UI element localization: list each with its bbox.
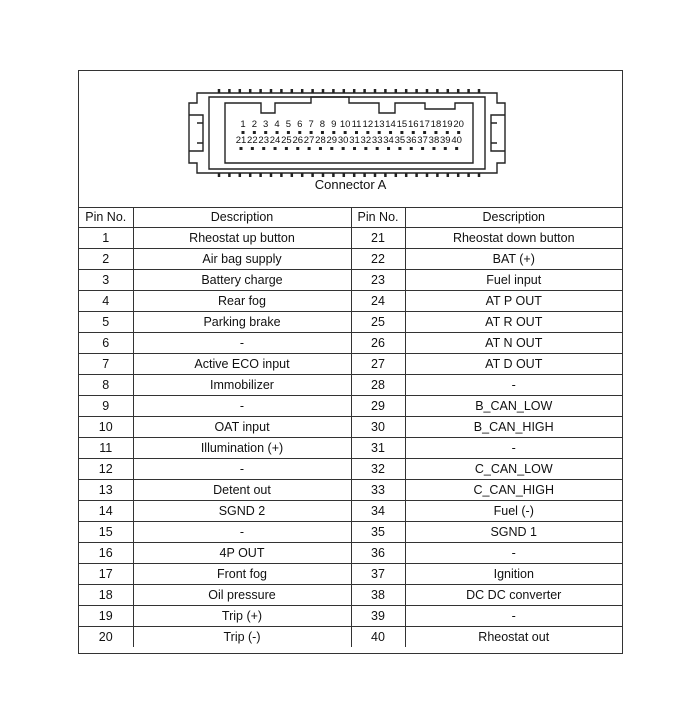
pin-description-left: Oil pressure <box>133 585 351 606</box>
pin-number-right: 36 <box>351 543 405 564</box>
pin-number-left: 3 <box>79 270 133 291</box>
pin-terminal <box>398 147 401 150</box>
pin-number-left: 18 <box>79 585 133 606</box>
pin-terminal <box>395 89 398 93</box>
pin-number-left: 7 <box>79 354 133 375</box>
pin-number-left: 11 <box>79 438 133 459</box>
pin-number-left: 15 <box>79 522 133 543</box>
pin-description-right: AT D OUT <box>405 354 622 375</box>
pin-terminal <box>262 147 265 150</box>
pin-description-right: AT R OUT <box>405 312 622 333</box>
pin-terminal <box>274 147 277 150</box>
pin-label: 19 <box>442 119 453 130</box>
pin-label: 9 <box>331 119 337 130</box>
pin-terminal <box>376 147 379 150</box>
pin-description-right: Fuel (-) <box>405 501 622 522</box>
pin-number-right: 28 <box>351 375 405 396</box>
pin-number-right: 23 <box>351 270 405 291</box>
table-row <box>79 354 622 375</box>
document-frame <box>78 70 623 654</box>
header-pin-no-left: Pin No. <box>79 207 133 228</box>
pin-description-left: Active ECO input <box>133 354 351 375</box>
pin-terminal <box>426 89 429 93</box>
pin-terminal <box>285 147 288 150</box>
pin-label: 37 <box>417 135 428 146</box>
pin-terminal <box>455 147 458 150</box>
pin-label: 39 <box>440 135 451 146</box>
pin-number-right: 39 <box>351 606 405 627</box>
table-row <box>79 543 622 564</box>
pin-number-right: 29 <box>351 396 405 417</box>
pin-description-right: - <box>405 438 622 459</box>
pin-description-right: Rheostat out <box>405 627 622 648</box>
pin-description-right: Rheostat down button <box>405 228 622 249</box>
pin-description-left: - <box>133 459 351 480</box>
table-row <box>79 480 622 501</box>
table-row <box>79 375 622 396</box>
pin-terminal <box>432 147 435 150</box>
pin-label: 2 <box>251 119 257 130</box>
pin-number-right: 21 <box>351 228 405 249</box>
pin-label: 20 <box>453 119 464 130</box>
pin-label: 27 <box>303 135 315 146</box>
pin-description-right: C_CAN_LOW <box>405 459 622 480</box>
pin-description-right: Fuel input <box>405 270 622 291</box>
pin-description-left: Battery charge <box>133 270 351 291</box>
pin-description-right: AT N OUT <box>405 333 622 354</box>
pin-description-left: Front fog <box>133 564 351 585</box>
pin-terminal <box>434 131 437 134</box>
pin-number-right: 25 <box>351 312 405 333</box>
pin-label: 31 <box>349 135 360 146</box>
pin-terminal <box>405 89 408 93</box>
pin-terminal <box>228 89 231 93</box>
pin-label: 17 <box>419 119 430 130</box>
pin-description-left: 4P OUT <box>133 543 351 564</box>
table-row <box>79 228 622 249</box>
pin-label: 40 <box>451 135 462 146</box>
pin-terminal <box>400 131 403 134</box>
pin-terminal <box>366 131 369 134</box>
pin-label: 38 <box>428 135 440 146</box>
pin-terminal <box>457 89 460 93</box>
table-row <box>79 417 622 438</box>
pin-description-right: - <box>405 606 622 627</box>
table-row <box>79 459 622 480</box>
pin-label: 5 <box>285 119 292 130</box>
pin-number-right: 26 <box>351 333 405 354</box>
pin-terminal <box>342 147 345 150</box>
pin-terminal <box>332 89 335 93</box>
pin-table <box>79 207 622 647</box>
pin-number-right: 35 <box>351 522 405 543</box>
table-row <box>79 396 622 417</box>
pin-number-right: 22 <box>351 249 405 270</box>
pin-label: 29 <box>326 135 338 146</box>
pin-description-right: BAT (+) <box>405 249 622 270</box>
pin-terminal <box>280 89 283 93</box>
pin-label: 32 <box>360 135 372 146</box>
pin-description-right: B_CAN_HIGH <box>405 417 622 438</box>
pin-terminal <box>410 147 413 150</box>
pin-terminal <box>415 89 418 93</box>
pin-description-left: Illumination (+) <box>133 438 351 459</box>
pin-label: 25 <box>281 135 292 146</box>
pin-label: 14 <box>385 119 396 130</box>
pin-terminal <box>291 89 294 93</box>
pin-terminal <box>251 147 254 150</box>
header-description-right: Description <box>405 207 622 228</box>
table-row <box>79 606 622 627</box>
pin-number-right: 37 <box>351 564 405 585</box>
table-row <box>79 333 622 354</box>
pin-number-right: 33 <box>351 480 405 501</box>
pin-labels-row2 <box>236 135 462 146</box>
pin-description-right: DC DC converter <box>405 585 622 606</box>
pin-terminal <box>253 131 256 134</box>
table-row <box>79 312 622 333</box>
pin-number-right: 31 <box>351 438 405 459</box>
pin-description-left: Trip (-) <box>133 627 351 648</box>
pin-number-left: 19 <box>79 606 133 627</box>
table-row <box>79 270 622 291</box>
pin-terminal <box>478 89 481 93</box>
pin-description-left: Air bag supply <box>133 249 351 270</box>
pin-description-left: SGND 2 <box>133 501 351 522</box>
pin-terminal <box>270 89 273 93</box>
pin-number-left: 20 <box>79 627 133 648</box>
pin-label: 34 <box>383 135 394 146</box>
pin-terminal <box>353 147 356 150</box>
pin-terminal <box>301 89 304 93</box>
pin-label: 33 <box>371 135 383 146</box>
pin-terminal <box>378 131 381 134</box>
pin-terminal <box>384 89 387 93</box>
table-row <box>79 501 622 522</box>
pin-terminal <box>389 131 392 134</box>
pin-description-left: OAT input <box>133 417 351 438</box>
pin-terminal <box>423 131 426 134</box>
pin-number-left: 14 <box>79 501 133 522</box>
pin-terminal <box>242 131 245 134</box>
pin-number-left: 13 <box>79 480 133 501</box>
connector-caption: Connector A <box>314 177 387 192</box>
pin-description-right: - <box>405 375 622 396</box>
pin-number-right: 34 <box>351 501 405 522</box>
connector-diagram-area <box>79 71 622 208</box>
pin-terminal <box>319 147 322 150</box>
pin-terminal <box>276 131 279 134</box>
pin-terminal <box>355 131 358 134</box>
pin-description-left: Parking brake <box>133 312 351 333</box>
pin-number-left: 4 <box>79 291 133 312</box>
pin-description-left: Rheostat up button <box>133 228 351 249</box>
pin-number-right: 32 <box>351 459 405 480</box>
pin-label: 22 <box>247 135 258 146</box>
pin-label: 11 <box>351 119 362 130</box>
pin-label: 18 <box>430 119 442 130</box>
pin-terminal <box>364 147 367 150</box>
table-row <box>79 585 622 606</box>
pin-number-right: 27 <box>351 354 405 375</box>
pin-terminal <box>332 131 335 134</box>
pin-label: 10 <box>339 119 351 130</box>
pin-description-left: Detent out <box>133 480 351 501</box>
pin-description-right: C_CAN_HIGH <box>405 480 622 501</box>
pin-label: 6 <box>297 119 303 130</box>
pin-label: 23 <box>258 135 269 146</box>
pin-label: 12 <box>362 119 374 130</box>
header-pin-no-right: Pin No. <box>351 207 405 228</box>
pin-number-right: 40 <box>351 627 405 648</box>
pin-description-left: - <box>133 522 351 543</box>
pin-terminal <box>412 131 415 134</box>
pin-terminal <box>296 147 299 150</box>
pin-terminal <box>321 131 324 134</box>
pin-number-left: 16 <box>79 543 133 564</box>
table-header-row <box>79 207 622 228</box>
pin-description-right: AT P OUT <box>405 291 622 312</box>
table-row <box>79 249 622 270</box>
pin-terminal <box>446 131 449 134</box>
pin-terminal <box>218 89 221 93</box>
pin-label: 21 <box>235 135 247 146</box>
pin-number-right: 30 <box>351 417 405 438</box>
pin-description-left: Trip (+) <box>133 606 351 627</box>
pin-terminal <box>259 89 262 93</box>
pin-description-left: - <box>133 333 351 354</box>
pin-number-left: 1 <box>79 228 133 249</box>
pin-number-left: 8 <box>79 375 133 396</box>
pin-terminal <box>344 131 347 134</box>
pin-table-body <box>79 228 622 648</box>
pin-description-left: - <box>133 396 351 417</box>
pin-label: 13 <box>373 119 385 130</box>
pin-label: 26 <box>292 135 304 146</box>
pin-number-left: 9 <box>79 396 133 417</box>
pin-label: 35 <box>394 135 406 146</box>
pin-terminal <box>264 131 267 134</box>
pin-terminal <box>353 89 356 93</box>
pin-label: 24 <box>269 135 281 146</box>
table-row <box>79 564 622 585</box>
pin-terminal <box>287 131 290 134</box>
pin-terminal <box>363 89 366 93</box>
pin-description-left: Immobilizer <box>133 375 351 396</box>
header-description-left: Description <box>133 207 351 228</box>
table-row <box>79 438 622 459</box>
pin-terminal <box>240 147 243 150</box>
table-row <box>79 627 622 648</box>
pin-label: 36 <box>405 135 417 146</box>
pin-terminal <box>298 131 301 134</box>
pin-terminal <box>311 89 314 93</box>
pin-number-right: 38 <box>351 585 405 606</box>
pin-label: 15 <box>396 119 408 130</box>
pin-label: 4 <box>274 119 280 130</box>
pin-number-left: 2 <box>79 249 133 270</box>
pin-number-right: 24 <box>351 291 405 312</box>
pin-terminal <box>310 131 313 134</box>
pin-number-left: 17 <box>79 564 133 585</box>
pin-description-right: B_CAN_LOW <box>405 396 622 417</box>
pin-terminal <box>249 89 252 93</box>
pin-description-right: Ignition <box>405 564 622 585</box>
pin-description-left: Rear fog <box>133 291 351 312</box>
pin-terminal <box>308 147 311 150</box>
pin-terminal <box>343 89 346 93</box>
pin-terminal <box>239 89 242 93</box>
pin-terminal <box>467 89 470 93</box>
pin-terminal <box>322 89 325 93</box>
pin-terminal <box>447 89 450 93</box>
pin-label: 28 <box>315 135 326 146</box>
pin-number-left: 10 <box>79 417 133 438</box>
pin-terminal <box>330 147 333 150</box>
pin-terminal <box>436 89 439 93</box>
pin-labels-row1 <box>240 119 464 130</box>
pin-description-right: SGND 1 <box>405 522 622 543</box>
pin-number-left: 5 <box>79 312 133 333</box>
table-row <box>79 522 622 543</box>
pin-terminal <box>457 131 460 134</box>
pin-terminal <box>421 147 424 150</box>
pin-label: 3 <box>263 119 269 130</box>
pin-number-left: 6 <box>79 333 133 354</box>
pin-label: 1 <box>240 119 246 130</box>
pin-terminal <box>374 89 377 93</box>
pin-description-right: - <box>405 543 622 564</box>
pin-terminal <box>387 147 390 150</box>
pin-label: 30 <box>337 135 349 146</box>
pin-terminal <box>444 147 447 150</box>
pin-number-left: 12 <box>79 459 133 480</box>
pin-label: 8 <box>319 119 326 130</box>
pin-label: 7 <box>308 119 314 130</box>
pin-label: 16 <box>407 119 419 130</box>
table-row <box>79 291 622 312</box>
